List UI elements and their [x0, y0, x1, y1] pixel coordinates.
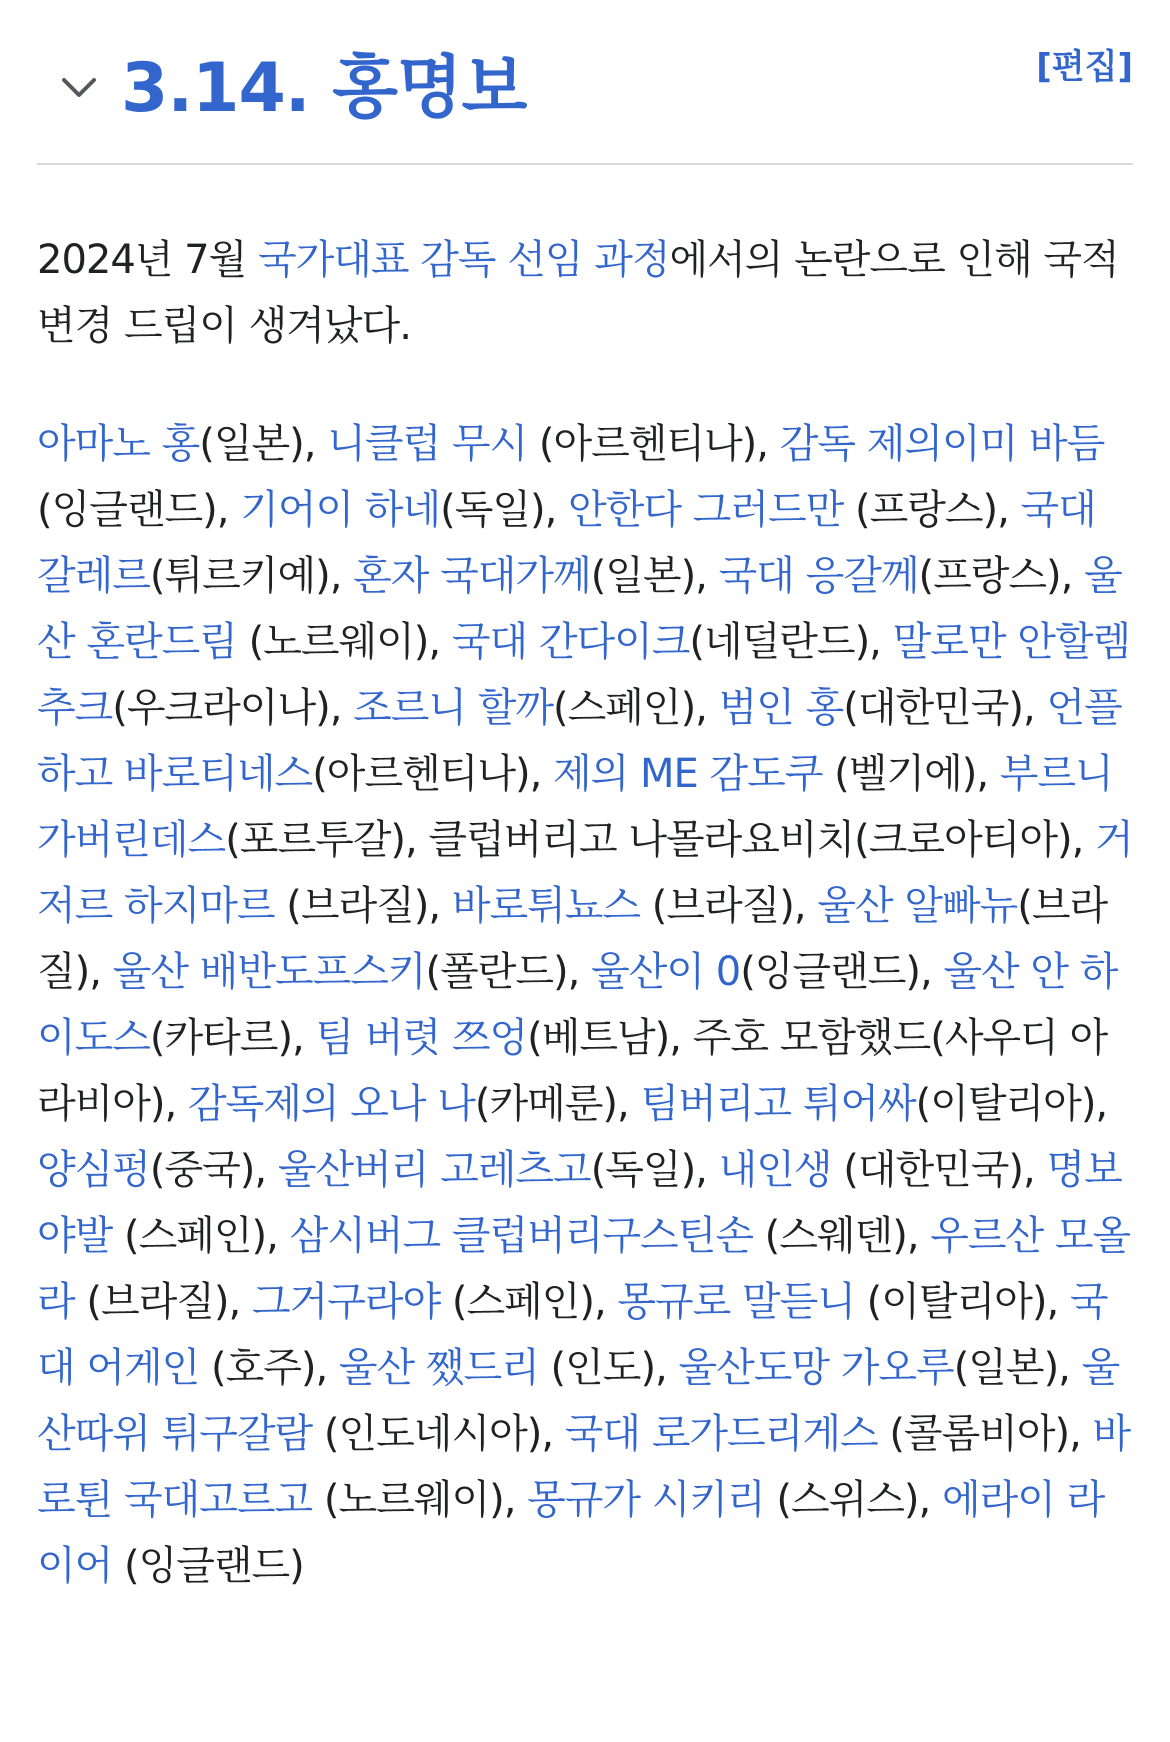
country-text: (이탈리아),: [915, 1081, 1108, 1127]
chevron-down-icon[interactable]: [54, 68, 104, 108]
nickname-list-paragraph: [37, 411, 1133, 1599]
country-text: (프랑스),: [918, 553, 1085, 599]
country-text: (일본),: [953, 1345, 1082, 1391]
nickname-link[interactable]: 감독 제의이미 바듬: [779, 421, 1105, 467]
nickname-link[interactable]: 니클럽 무시: [327, 421, 528, 467]
intro-paragraph: [37, 227, 1133, 359]
country-text: (잉글랜드): [112, 1543, 304, 1589]
nickname-link[interactable]: 국대 간다이크: [451, 619, 690, 665]
nickname-link[interactable]: 기어이 하네: [240, 487, 441, 533]
country-text: (노르웨이),: [236, 619, 452, 665]
nickname-link[interactable]: 거저르 하지마르: [37, 817, 1133, 929]
intro-text-prefix: 2024년 7월: [37, 237, 258, 283]
country-text: (브라질),: [274, 883, 452, 929]
country-text: (스페인),: [553, 685, 719, 731]
country-text: (중국),: [149, 1147, 278, 1193]
country-text: (스페인),: [112, 1213, 290, 1259]
nickname-link[interactable]: 몽규로 말듣니: [617, 1279, 855, 1325]
nickname-link[interactable]: 그거구라야: [251, 1279, 441, 1325]
nickname-link[interactable]: 부르니 가버린데스: [37, 751, 1113, 863]
country-text: (튀르키예),: [149, 553, 354, 599]
nickname-link[interactable]: 울산 배반도프스키: [112, 949, 426, 995]
nickname-link[interactable]: 안한다 그러드만: [568, 487, 844, 533]
country-text: (카타르),: [149, 1015, 316, 1061]
nickname-link[interactable]: 몽규가 시키리: [527, 1477, 765, 1523]
nickname-link[interactable]: 울산이 0: [591, 949, 741, 995]
country-text: (네덜란드),: [689, 619, 893, 665]
nickname-link[interactable]: 말로만 안할렘추크: [37, 619, 1131, 731]
nickname-link[interactable]: 명보 야발: [37, 1147, 1122, 1259]
country-text: (우크라이나),: [112, 685, 354, 731]
country-text: (베트남), 주호 모함했드(사우디 아라비아),: [37, 1015, 1108, 1127]
nickname-link[interactable]: 팀 버렷 쯔엉: [315, 1015, 528, 1061]
country-text: (스페인),: [440, 1279, 618, 1325]
country-text: (이탈리아),: [854, 1279, 1070, 1325]
country-text: (노르웨이),: [312, 1477, 528, 1523]
nickname-link[interactable]: 국대 갈레르: [37, 487, 1096, 599]
nickname-link[interactable]: 아마노 홍: [37, 421, 200, 467]
nickname-link[interactable]: 울산 안 하이도스: [37, 949, 1118, 1061]
country-text: (일본),: [590, 553, 719, 599]
nickname-link[interactable]: 혼자 국대가께: [353, 553, 591, 599]
nickname-link[interactable]: 언플하고 바로티네스: [37, 685, 1122, 797]
section-header: [37, 0, 1133, 165]
section-title: 3.14. 홍명보: [121, 49, 527, 128]
country-text: (호주),: [199, 1345, 339, 1391]
edit-link[interactable]: [편집]: [1036, 47, 1133, 87]
nickname-link[interactable]: 국대 로가드리게스: [564, 1411, 878, 1457]
country-text: (콜롬비아),: [877, 1411, 1093, 1457]
nickname-link[interactable]: 범인 홍: [718, 685, 844, 731]
nickname-link[interactable]: 울산 혼란드림: [37, 553, 1122, 665]
intro-text-suffix: 에서의 논란으로 인해 국적변경 드립이 생겨났다.: [37, 237, 1119, 349]
country-text: (카메룬),: [474, 1081, 641, 1127]
nickname-link[interactable]: 바로튄 국대고르고: [37, 1411, 1131, 1523]
country-text: (일본),: [199, 421, 328, 467]
country-text: (인도),: [538, 1345, 679, 1391]
nickname-link[interactable]: 팀버리고 튀어싸: [640, 1081, 916, 1127]
country-text: (독일),: [440, 487, 569, 533]
country-text: (독일),: [590, 1147, 719, 1193]
country-text: (브라질),: [37, 883, 1108, 995]
nickname-link[interactable]: 양심펑: [37, 1147, 150, 1193]
country-text: (아르헨티나),: [527, 421, 780, 467]
intro-link[interactable]: 국가대표 감독 선임 과정: [257, 237, 670, 283]
country-text: (브라질),: [74, 1279, 252, 1325]
country-text: (스웨덴),: [752, 1213, 931, 1259]
nickname-link[interactable]: 조르니 할까: [353, 685, 554, 731]
nickname-link[interactable]: 제의 ME 감도쿠: [553, 751, 823, 797]
nickname-link[interactable]: 울산 알빠뉴: [817, 883, 1018, 929]
nickname-link[interactable]: 에라이 라이어: [37, 1477, 1105, 1589]
nickname-link[interactable]: 감독제의 오나 나: [187, 1081, 475, 1127]
country-text: (잉글랜드),: [740, 949, 944, 995]
country-text: (대한민국),: [831, 1147, 1047, 1193]
nickname-link[interactable]: 내인생: [718, 1147, 832, 1193]
country-text: (포르투갈), 클럽버리고 나몰라요비치(크로아티아),: [225, 817, 1095, 863]
nickname-link[interactable]: 우르산 모올라: [37, 1213, 1131, 1325]
country-text: (스위스),: [764, 1477, 942, 1523]
nickname-link[interactable]: 삼시버그 클럽버리구스틴손: [289, 1213, 753, 1259]
nickname-link[interactable]: 울산버리 고레츠고: [277, 1147, 591, 1193]
country-text: (폴란드),: [425, 949, 592, 995]
nickname-link[interactable]: 울산따위 튀구갈람: [37, 1345, 1120, 1457]
nickname-link[interactable]: 국대 응갈께: [718, 553, 919, 599]
country-text: (벨기에),: [822, 751, 1000, 797]
nickname-link[interactable]: 바로튀뇨스: [451, 883, 641, 929]
country-text: (잉글랜드),: [37, 487, 241, 533]
nickname-link[interactable]: 울산 쨌드리: [338, 1345, 539, 1391]
nickname-link[interactable]: 울산도망 가오루: [678, 1345, 954, 1391]
country-text: (브라질),: [640, 883, 818, 929]
country-text: (인도네시아),: [312, 1411, 565, 1457]
country-text: (프랑스),: [843, 487, 1021, 533]
country-text: (대한민국),: [843, 685, 1047, 731]
country-text: (아르헨티나),: [312, 751, 554, 797]
nickname-link[interactable]: 국대 어게인: [37, 1279, 1108, 1391]
